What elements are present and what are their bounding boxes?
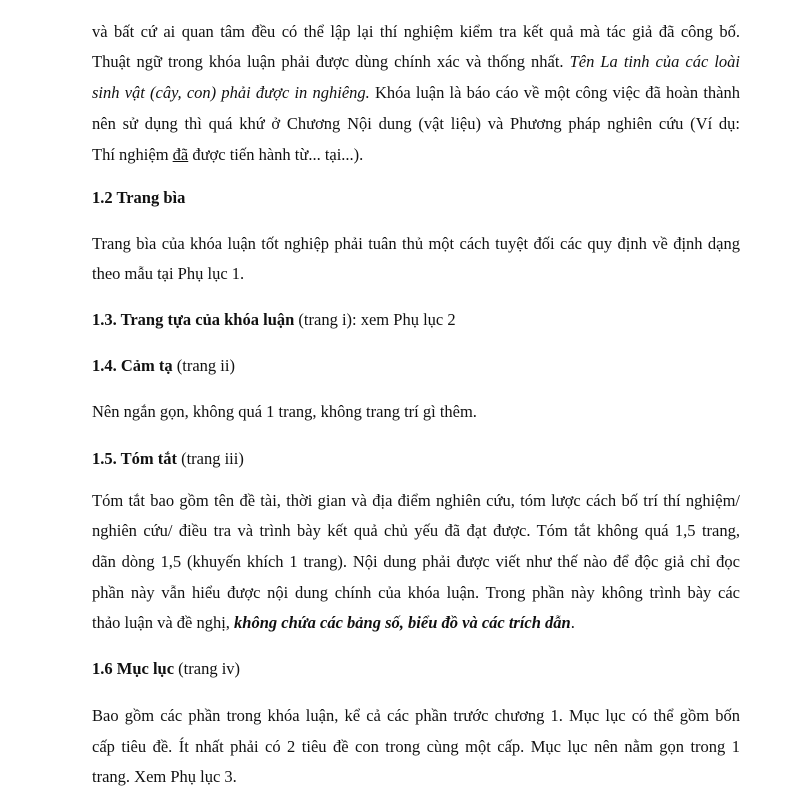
italic-text-run: sinh vật (cây, con) phải được in nghiêng. — [92, 83, 370, 102]
heading-text: 1.3. Trang tựa của khóa luận — [92, 310, 295, 329]
text-run: Tóm tắt bao gồm tên đề tài, thời gian và địa điểm nghiên cứu, tóm lược cách bố trí thí nghiệm/ — [92, 491, 740, 510]
section-1-2-line-1 — [92, 234, 740, 254]
text-run: nghiên cứu/ điều tra và trình bày kết quả chủ yếu đã đạt được. Tóm tắt không quá 1,5 trang, — [92, 521, 740, 540]
italic-text-run: Tên La tinh của các loài — [569, 52, 741, 71]
text-run: Thí nghiệm — [92, 145, 173, 164]
section-heading-1-5 — [92, 449, 740, 469]
section-1-5-line-1 — [92, 491, 740, 511]
paragraph-intro-line-2 — [92, 52, 740, 72]
heading-text: 1.4. Cảm tạ — [92, 356, 173, 375]
text-run: Bao gồm các phần trong khóa luận, kể cả các phần trước chương 1. Mục lục có thể gồm bốn — [92, 706, 740, 725]
section-1-4-line-1 — [92, 402, 740, 422]
section-heading-1-6 — [92, 659, 740, 679]
text-run: . — [570, 613, 575, 632]
section-heading-1-4 — [92, 356, 740, 376]
text-run: Nên ngắn gọn, không quá 1 trang, không trang trí gì thêm. — [92, 402, 477, 421]
text-run: thảo luận và đề nghị, — [92, 613, 235, 632]
paragraph-intro-line-3 — [92, 83, 740, 103]
section-heading-1-3 — [92, 310, 740, 330]
section-1-5-line-4 — [92, 583, 740, 603]
paragraph-intro-line-1 — [92, 22, 740, 42]
text-run: nên sử dụng thì quá khứ ở Chương Nội dung (vật liệu) và Phương pháp nghiên cứu (Ví dụ: — [92, 114, 740, 133]
section-1-5-line-2 — [92, 521, 740, 541]
paragraph-intro-line-5 — [92, 145, 740, 165]
heading-text: 1.6 Mục lục — [92, 659, 175, 678]
text-run: và bất cứ ai quan tâm đều có thể lập lại thí nghiệm kiểm tra kết quả mà tác giả đã công bố. — [92, 22, 740, 41]
text-run: được tiến hành từ... tại...). — [188, 145, 364, 164]
section-1-5-line-3 — [92, 552, 740, 572]
section-1-6-line-2 — [92, 737, 740, 757]
text-run: theo mẫu tại Phụ lục 1. — [92, 264, 245, 283]
section-heading-1-2 — [92, 188, 740, 208]
bold-italic-text-run: không chứa các bảng số, biểu đồ và các trích dẫn — [234, 613, 571, 632]
text-run: Khóa luận là báo cáo về một công việc đã hoàn thành — [369, 83, 740, 102]
text-run: dãn dòng 1,5 (khuyến khích 1 trang). Nội dung phải được viết như thế nào để độc giả chỉ đọc — [92, 552, 740, 571]
text-run: Thuật ngữ trong khóa luận phải được dùng chính xác và thống nhất. — [92, 52, 570, 71]
text-run: phần này vẫn hiểu được nội dung chính của khóa luận. Trong phần này không trình bày các — [92, 583, 740, 602]
text-run: cấp tiêu đề. Ít nhất phải có 2 tiêu đề con trong cùng một cấp. Mục lục nên nằm gọn trong 1 — [92, 737, 740, 756]
section-1-6-line-1 — [92, 706, 740, 726]
section-1-2-line-2 — [92, 264, 740, 284]
underlined-text-run: đã — [172, 145, 189, 164]
section-1-5-line-5 — [92, 613, 740, 633]
heading-note: (trang i): xem Phụ lục 2 — [294, 310, 456, 329]
heading-text: 1.2 Trang bìa — [92, 188, 186, 207]
text-run: Trang bìa của khóa luận tốt nghiệp phải tuân thủ một cách tuyệt đối các quy định về định dạng — [92, 234, 740, 253]
heading-note: (trang iv) — [174, 659, 241, 678]
heading-note: (trang iii) — [176, 449, 244, 468]
text-run: trang. Xem Phụ lục 3. — [92, 767, 237, 786]
paragraph-intro-line-4 — [92, 114, 740, 134]
heading-text: 1.5. Tóm tắt — [92, 449, 177, 468]
heading-note: (trang ii) — [172, 356, 235, 375]
section-1-6-line-3 — [92, 767, 740, 787]
